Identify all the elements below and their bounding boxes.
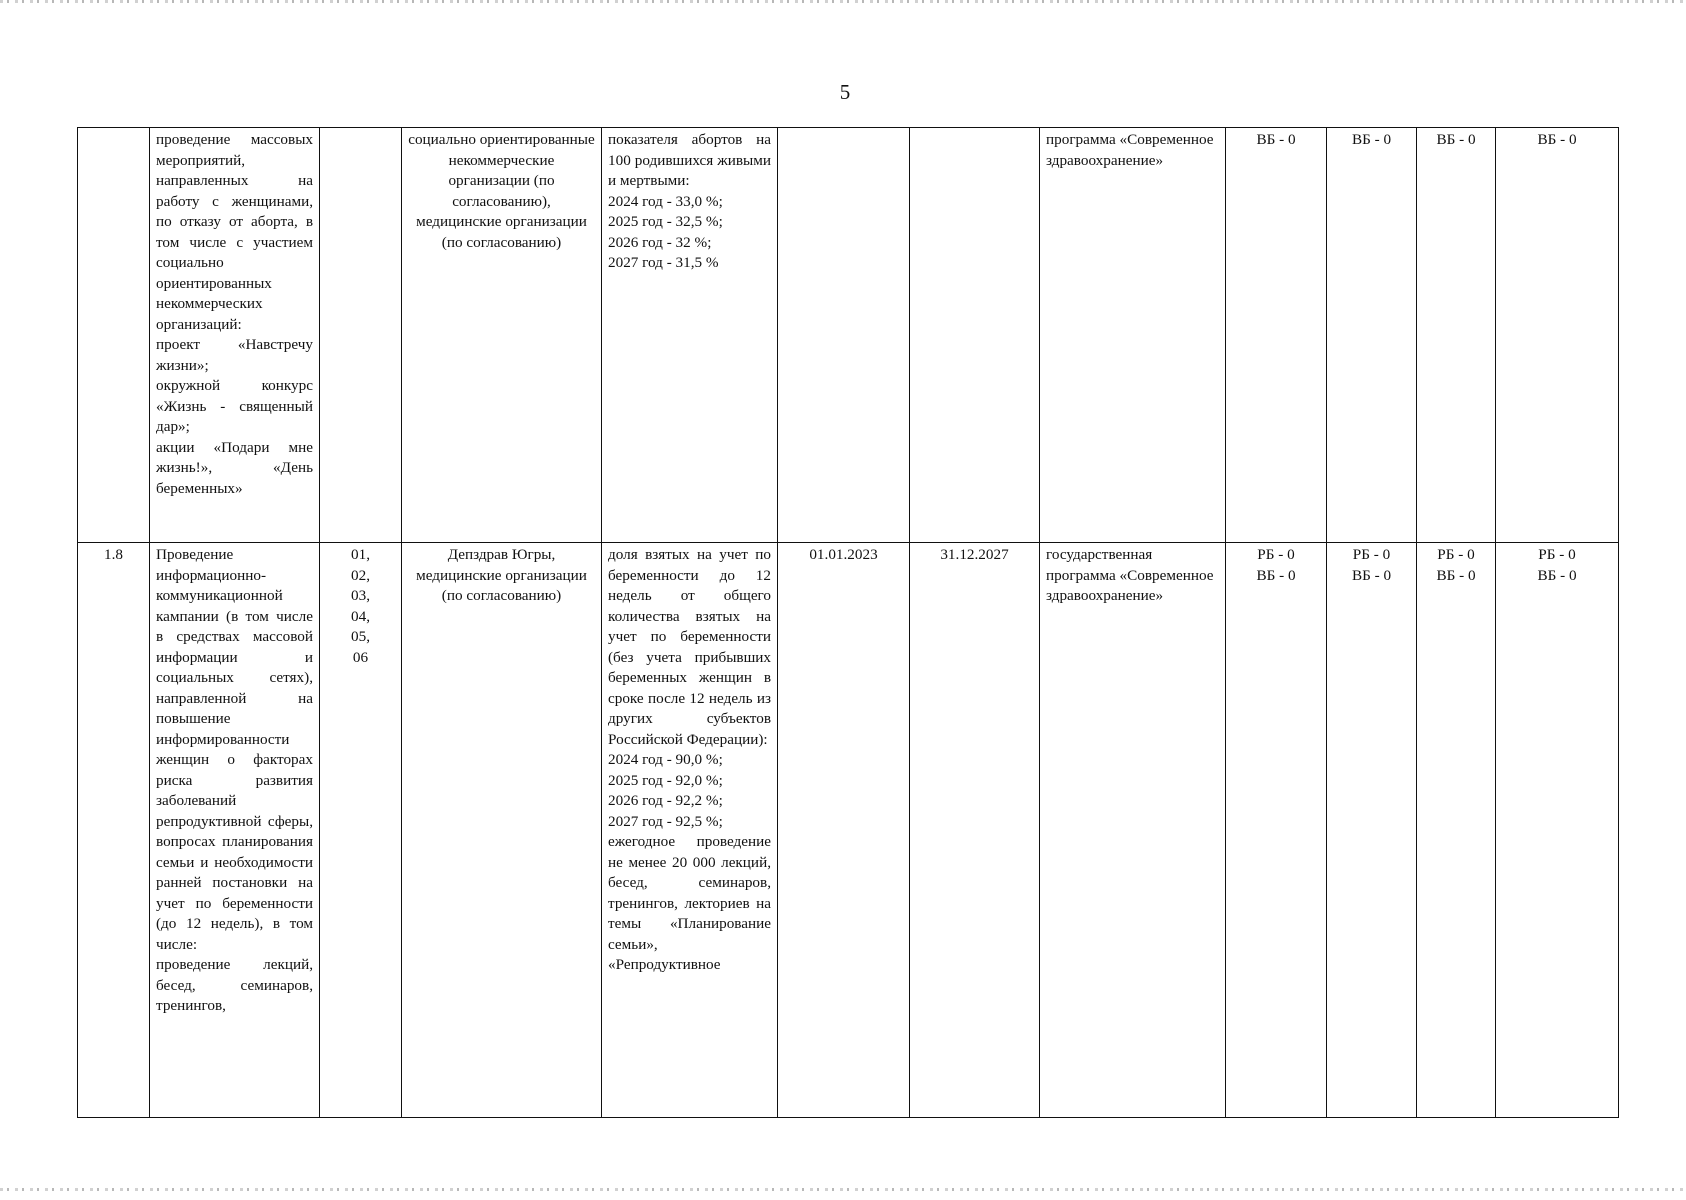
table-row [78,128,1619,543]
cell-funding-2024 [1226,128,1327,543]
cell-funding-2024 [1226,543,1327,1118]
cell-indicator [602,543,778,1118]
funding-text: ВБ - 0 [1351,131,1392,148]
scan-edge-top [0,0,1686,3]
cell-program: государственная программа «Современное здравоохранение» [1040,543,1226,1118]
cell-number [78,128,150,543]
cell-executors: Депздрав Югры, медицинские организации (по согласованию) [402,543,602,1118]
measures-table [77,127,1619,1118]
cell-codes [320,543,402,1118]
funding-text: РБ - 0 ВБ - 0 [1256,546,1296,584]
cell-funding-2025 [1327,128,1417,543]
table-row [78,543,1619,1118]
funding-text: ВБ - 0 [1537,131,1577,148]
cell-funding-2026 [1417,543,1496,1118]
cell-end-date [910,128,1040,543]
scan-edge-bottom [0,1188,1686,1191]
funding-text: ВБ - 0 [1256,131,1296,148]
cell-indicator [602,128,778,543]
funding-text: РБ - 0 ВБ - 0 [1436,546,1476,584]
cell-funding-2027 [1496,128,1619,543]
page-number: 5 [839,80,851,104]
cell-program: программа «Современное здравоохранение» [1040,128,1226,543]
cell-start-date: 01.01.2023 [778,543,910,1118]
funding-text: РБ - 0 ВБ - 0 [1537,546,1577,584]
funding-text: ВБ - 0 [1436,131,1476,148]
cell-executors: социально ориентированные некоммерческие организации (по согласованию), медицинские организации (по согласованию) [402,128,602,543]
indicator-text: доля взятых на учет по беременности до 12 недель от общего количества взятых на учет по беременности (без учета прибывших беременных женщин в сроке после 12 недель из других субъектов Российской Федерации): 2024 год - 90,0 %; 2025 год - 92,0 %; 2026 год - 92,2 %; 2027 год - 92,5 %; ежегодное проведение не менее 20 000 лекций, бесед, семинаров, тренингов, лекториев на темы «Планирование семьи», «Репродуктивное [608,546,771,973]
cell-activity [150,543,320,1118]
indicator-text: показателя абортов на 100 родившихся живыми и мертвыми: 2024 год - 33,0 %; 2025 год - 32,5 %; 2026 год - 32 %; 2027 год - 31,5 % [608,131,771,271]
cell-start-date [778,128,910,543]
funding-text: РБ - 0 ВБ - 0 [1351,546,1392,584]
activity-text: Проведение информационно-коммуникационной кампании (в том числе в средствах массовой информации и социальных сетях), направленной на повышение информированности женщин о факторах риска развития заболеваний репродуктивной сферы, вопросах планирования семьи и необходимости ранней постановки на учет по беременности (до 12 недель), в том числе: проведение лекций, бесед, семинаров, тренингов, [156,546,313,1014]
cell-funding-2025 [1327,543,1417,1118]
cell-codes [320,128,402,543]
cell-funding-2027 [1496,543,1619,1118]
cell-end-date: 31.12.2027 [910,543,1040,1118]
cell-number: 1.8 [78,543,150,1118]
cell-activity [150,128,320,543]
cell-funding-2026 [1417,128,1496,543]
codes-text: 01, 02, 03, 04, 05, 06 [351,546,370,666]
activity-text: проведение массовых мероприятий, направленных на работу с женщинами, по отказу от аборта, в том числе с участием социально ориентированных некоммерческих организаций: проект «Навстречу жизни»; окружной конкурс «Жизнь - священный дар»; акции «Подари мне жизнь!», «День беременных» [156,131,313,497]
